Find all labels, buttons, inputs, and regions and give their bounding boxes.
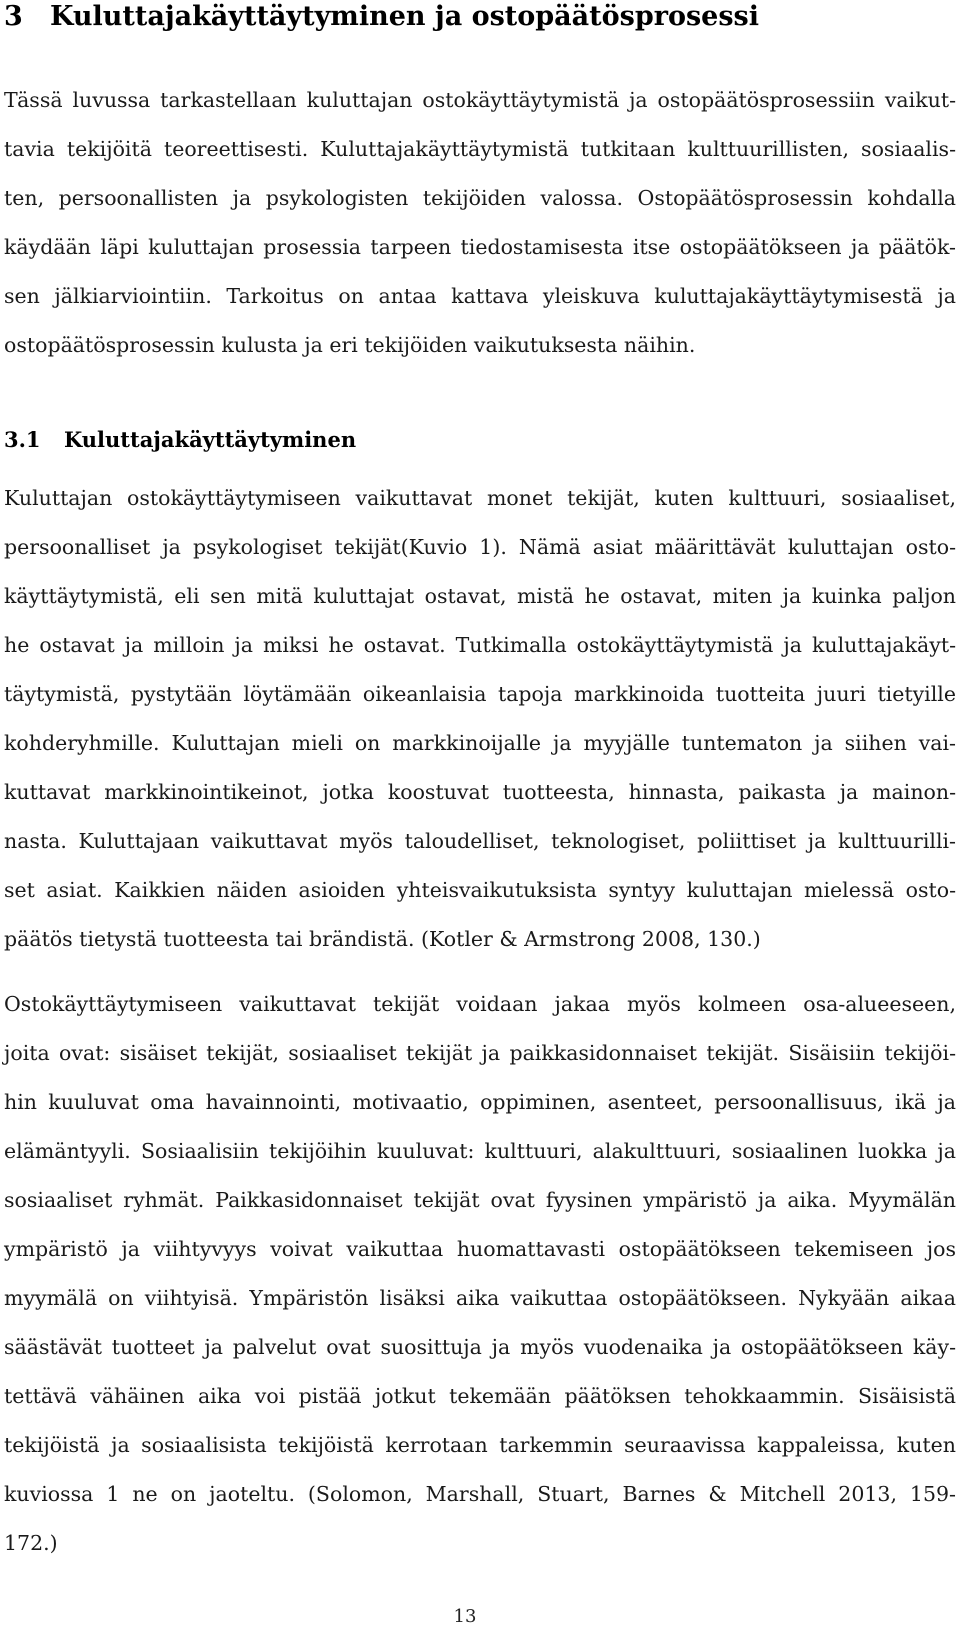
text-line: myymälä on viihtyisä. Ympäristön lisäksi aika vaikuttaa ostopäätökseen. Nykyään aikaa [4, 1286, 956, 1310]
text-line: säästävät tuotteet ja palvelut ovat suosittuja ja myös vuodenaika ja ostopäätökseen käy- [4, 1335, 956, 1359]
paragraph-influencing-factors [4, 980, 956, 1568]
chapter-title: Kuluttajakäyttäytyminen ja ostopäätösprosessi [50, 1, 759, 32]
chapter-number: 3 [4, 1, 23, 32]
text-line: Ostokäyttäytymiseen vaikuttavat tekijät voidaan jakaa myös kolmeen osa-alueeseen, [4, 992, 956, 1016]
text-line: ten, persoonallisten ja psykologisten tekijöiden valossa. Ostopäätösprosessin kohdalla [4, 186, 956, 210]
text-line: kuviossa 1 ne on jaoteltu. (Solomon, Marshall, Stuart, Barnes & Mitchell 2013, 159- [4, 1482, 956, 1506]
paragraph-intro [4, 76, 956, 370]
text-line: tettävä vähäinen aika voi pistää jotkut tekemään päätöksen tehokkaammin. Sisäisistä [4, 1384, 956, 1408]
text-line: käyttäytymistä, eli sen mitä kuluttajat ostavat, mistä he ostavat, miten ja kuinka paljon [4, 584, 956, 608]
text-line: Tässä luvussa tarkastellaan kuluttajan ostokäyttäytymistä ja ostopäätösprosessiin vaikut- [4, 88, 956, 112]
text-line: Kuluttajan ostokäyttäytymiseen vaikuttavat monet tekijät, kuten kulttuuri, sosiaaliset, [4, 486, 956, 510]
text-line: päätös tietystä tuotteesta tai brändistä. (Kotler & Armstrong 2008, 130.) [4, 927, 761, 951]
text-line: sen jälkiarviointiin. Tarkoitus on antaa kattava yleiskuva kuluttajakäyttäytymisestä ja [4, 284, 956, 308]
section-title: Kuluttajakäyttäytyminen [64, 427, 357, 452]
text-line: tavia tekijöitä teoreettisesti. Kuluttajakäyttäytymistä tutkitaan kulttuurillisten, sosiaalis- [4, 137, 956, 161]
text-line: kohderyhmille. Kuluttajan mieli on markkinoijalle ja myyjälle tuntematon ja siihen vai- [4, 731, 956, 755]
paragraph-consumer-behavior [4, 474, 956, 964]
text-line: nasta. Kuluttajaan vaikuttavat myös taloudelliset, teknologiset, poliittiset ja kulttuurilli- [4, 829, 956, 853]
text-line: joita ovat: sisäiset tekijät, sosiaaliset tekijät ja paikkasidonnaiset tekijät. Sisäisiin tekijöi- [4, 1041, 956, 1065]
text-line: täytymistä, pystytään löytämään oikeanlaisia tapoja markkinoida tuotteita juuri tietyille [4, 682, 956, 706]
chapter-heading [4, 0, 759, 34]
text-line: hin kuuluvat oma havainnointi, motivaatio, oppiminen, asenteet, persoonallisuus, ikä ja [4, 1090, 956, 1114]
text-line: kuttavat markkinointikeinot, jotka koostuvat tuotteesta, hinnasta, paikasta ja mainon- [4, 780, 956, 804]
section-number: 3.1 [4, 427, 41, 452]
text-line: he ostavat ja milloin ja miksi he ostavat. Tutkimalla ostokäyttäytymistä ja kuluttajakäyt- [4, 633, 956, 657]
text-line: 172.) [4, 1531, 58, 1555]
text-line: set asiat. Kaikkien näiden asioiden yhteisvaikutuksista syntyy kuluttajan mielessä osto- [4, 878, 956, 902]
text-line: käydään läpi kuluttajan prosessia tarpeen tiedostamisesta itse ostopäätökseen ja päätök- [4, 235, 956, 259]
section-heading [4, 425, 356, 455]
text-line: ympäristö ja viihtyvyys voivat vaikuttaa huomattavasti ostopäätökseen tekemiseen jos [4, 1237, 956, 1261]
text-line: tekijöistä ja sosiaalisista tekijöistä kerrotaan tarkemmin seuraavissa kappaleissa, kuten [4, 1433, 956, 1457]
text-line: persoonalliset ja psykologiset tekijät(Kuvio 1). Nämä asiat määrittävät kuluttajan osto- [4, 535, 956, 559]
text-line: ostopäätösprosessin kulusta ja eri tekijöiden vaikutuksesta näihin. [4, 333, 696, 357]
page-number: 13 [453, 1606, 477, 1627]
text-line: elämäntyyli. Sosiaalisiin tekijöihin kuuluvat: kulttuuri, alakulttuuri, sosiaalinen luokka ja [4, 1139, 956, 1163]
text-line: sosiaaliset ryhmät. Paikkasidonnaiset tekijät ovat fyysinen ympäristö ja aika. Myymälän [4, 1188, 956, 1212]
